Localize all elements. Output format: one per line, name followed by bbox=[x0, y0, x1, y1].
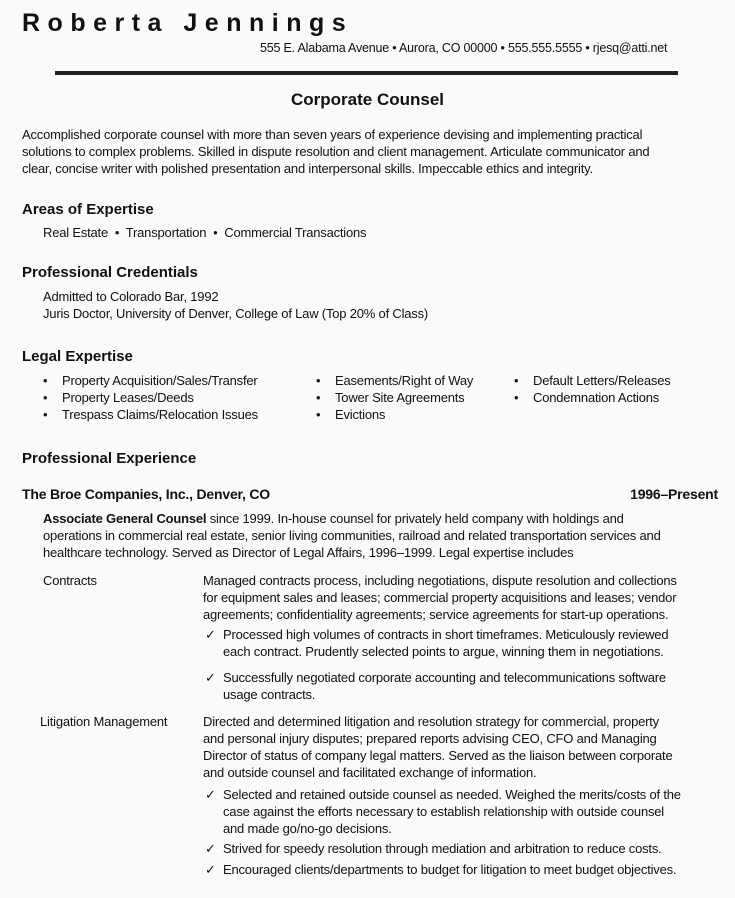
area-description-line: agreements; confidentiality agreements; service agreements for start-up operations. bbox=[203, 607, 669, 622]
role-title: Associate General Counsel bbox=[43, 511, 207, 526]
checkmark-icon: ✓ bbox=[205, 841, 216, 856]
achievement-line: usage contracts. bbox=[223, 687, 316, 702]
summary-line: Accomplished corporate counsel with more than seven years of experience devising and implementing practical bbox=[22, 127, 643, 142]
employment-dates: 1996–Present bbox=[630, 486, 718, 502]
bullet-icon: • bbox=[43, 373, 48, 388]
summary-line: clear, concise writer with polished presentation and interpersonal skills. Impeccable ethics and integrity. bbox=[22, 161, 593, 176]
legal-expertise-item: Condemnation Actions bbox=[533, 390, 660, 405]
bullet-icon: • bbox=[316, 373, 321, 388]
candidate-name: Roberta Jennings bbox=[22, 9, 354, 37]
legal-expertise-item: Trespass Claims/Relocation Issues bbox=[62, 407, 258, 422]
checkmark-icon: ✓ bbox=[205, 627, 216, 642]
credential-line: Admitted to Colorado Bar, 1992 bbox=[43, 289, 219, 304]
achievement-line: Strived for speedy resolution through mediation and arbitration to reduce costs. bbox=[223, 841, 662, 856]
section-heading-areas: Areas of Expertise bbox=[22, 201, 154, 218]
achievement-line: Encouraged clients/departments to budget for litigation to meet budget objectives. bbox=[223, 862, 677, 877]
achievement-line: each contract. Prudently selected points to argue, winning them in negotiations. bbox=[223, 644, 664, 659]
summary-line: solutions to complex problems. Skilled in dispute resolution and client management. Articulate communicator and bbox=[22, 144, 650, 159]
bullet-icon: • bbox=[316, 407, 321, 422]
company-name: The Broe Companies, Inc., Denver, CO bbox=[22, 486, 270, 502]
area-description-line: and personal injury disputes; prepared reports advising CEO, CFO and Managing bbox=[203, 731, 657, 746]
achievement-line: Processed high volumes of contracts in short timeframes. Meticulously reviewed bbox=[223, 627, 669, 642]
area-description-line: Managed contracts process, including negotiations, dispute resolution and collections bbox=[203, 573, 677, 588]
area-description-line: for equipment sales and leases; commercial property acquisitions and leases; vendor bbox=[203, 590, 677, 605]
area-description-line: Directed and determined litigation and resolution strategy for commercial, property bbox=[203, 714, 659, 729]
section-heading-credentials: Professional Credentials bbox=[22, 264, 198, 281]
area-description-line: Director of status of company legal matters. Served as the liaison between corporate bbox=[203, 748, 673, 763]
area-description-line: and outside counsel and facilitated exchange of information. bbox=[203, 765, 537, 780]
legal-expertise-item: Property Leases/Deeds bbox=[62, 390, 194, 405]
checkmark-icon: ✓ bbox=[205, 787, 216, 802]
checkmark-icon: ✓ bbox=[205, 670, 216, 685]
credential-line: Juris Doctor, University of Denver, College of Law (Top 20% of Class) bbox=[43, 306, 429, 321]
area-label: Contracts bbox=[43, 573, 97, 588]
area-label: Litigation Management bbox=[40, 714, 168, 729]
areas-items: Real Estate • Transportation • Commercial Transactions bbox=[43, 225, 367, 240]
achievement-line: Successfully negotiated corporate accounting and telecommunications software bbox=[223, 670, 666, 685]
legal-expertise-item: Property Acquisition/Sales/Transfer bbox=[62, 373, 258, 388]
bullet-icon: • bbox=[514, 390, 519, 405]
section-heading-legal: Legal Expertise bbox=[22, 348, 133, 365]
role-intro: since 1999. In-house counsel for privately held company with holdings and bbox=[206, 511, 624, 526]
achievement-line: Selected and retained outside counsel as needed. Weighed the merits/costs of the bbox=[223, 787, 681, 802]
bullet-icon: • bbox=[316, 390, 321, 405]
bullet-icon: • bbox=[43, 407, 48, 422]
legal-expertise-item: Tower Site Agreements bbox=[335, 390, 465, 405]
legal-expertise-item: Evictions bbox=[335, 407, 386, 422]
role-intro-line: operations in commercial real estate, senior living communities, railroad and related transportation services and bbox=[43, 528, 661, 543]
section-heading-experience: Professional Experience bbox=[22, 450, 197, 467]
role-intro-line: healthcare technology. Served as Director of Legal Affairs, 1996–1999. Legal expertise includes bbox=[43, 545, 574, 560]
bullet-icon: • bbox=[514, 373, 519, 388]
job-title: Corporate Counsel bbox=[290, 90, 445, 109]
contact-info: 555 E. Alabama Avenue • Aurora, CO 00000 • 555.555.5555 • rjesq@atti.net bbox=[260, 41, 668, 55]
legal-expertise-item: Default Letters/Releases bbox=[533, 373, 671, 388]
achievement-line: and made go/no-go decisions. bbox=[223, 821, 392, 836]
legal-expertise-item: Easements/Right of Way bbox=[335, 373, 474, 388]
header-divider bbox=[55, 71, 678, 75]
achievement-line: case against the efforts necessary to establish relationship with outside counsel bbox=[223, 804, 664, 819]
bullet-icon: • bbox=[43, 390, 48, 405]
checkmark-icon: ✓ bbox=[205, 862, 216, 877]
